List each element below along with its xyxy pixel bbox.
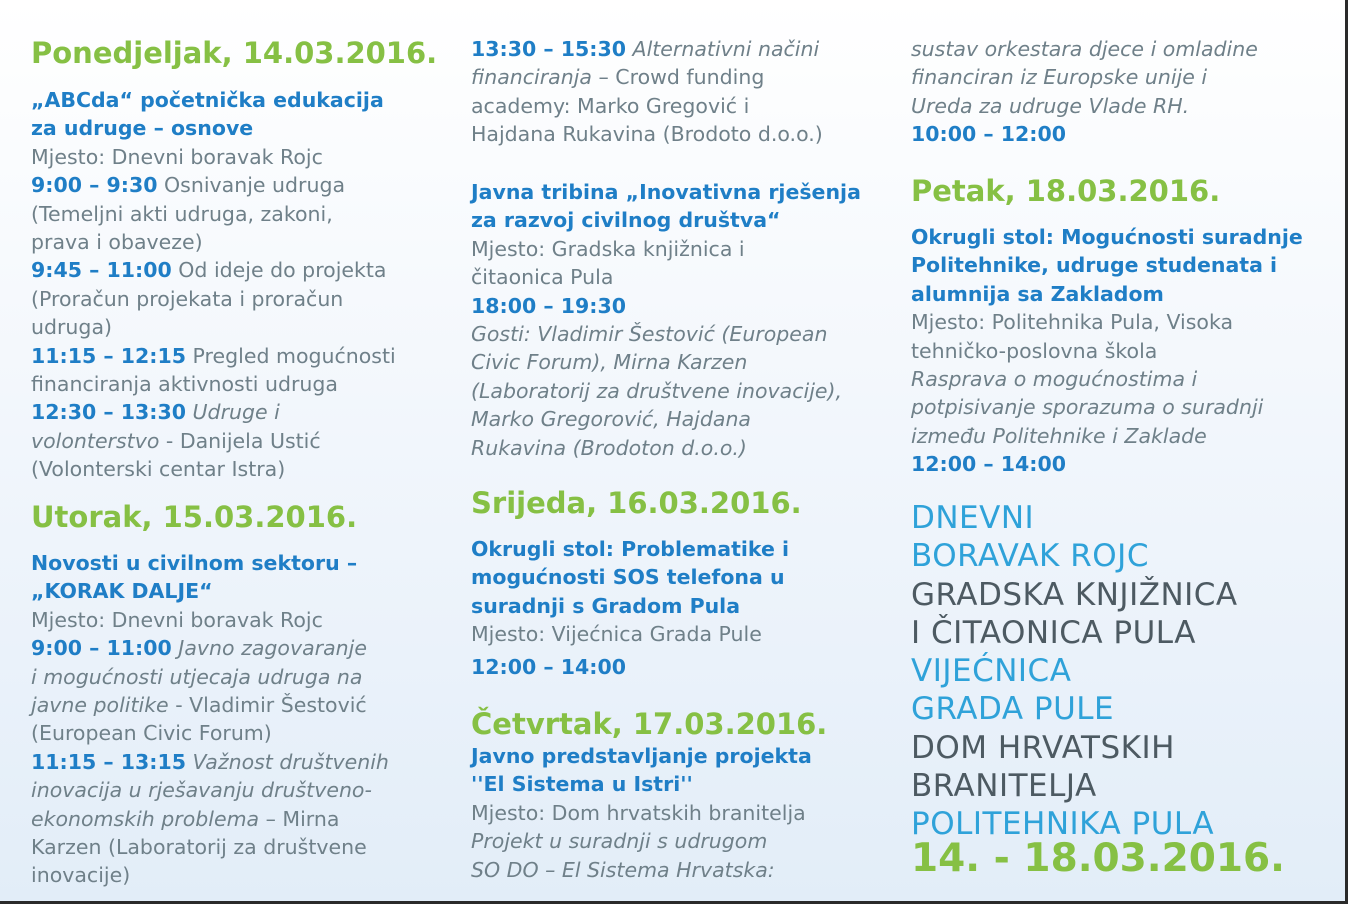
day-heading-monday: Ponedjeljak, 14.03.2016. (31, 36, 438, 70)
venue-line: DNEVNI (911, 500, 1035, 536)
day-heading-tuesday: Utorak, 15.03.2016. (31, 500, 358, 534)
session-detail: financiranja – Crowd funding (471, 65, 765, 90)
event-description: potpisivanje sporazuma o suradnji (911, 395, 1264, 420)
venue-line: BORAVAK ROJC (911, 538, 1149, 575)
event-place: čitaonica Pula (471, 265, 614, 290)
event-description: između Politehnike i Zaklade (911, 423, 1207, 448)
event-description: Rasprava o mogućnostima i (911, 367, 1198, 392)
session-time: 12:00 – 14:00 (911, 452, 1067, 477)
session-line: 9:00 – 11:00 Javno zagovaranje (31, 636, 367, 661)
event-title-line: alumnija sa Zakladom (911, 281, 1164, 306)
event-title-line: za razvoj civilnog društva“ (471, 208, 781, 233)
session-time: 12:30 – 13:30 (31, 400, 187, 425)
event-place: Mjesto: Dnevni boravak Rojc (31, 144, 323, 169)
event-place: Mjesto: Gradska knjižnica i (471, 236, 745, 261)
day-heading-thursday: Četvrtak, 17.03.2016. (471, 707, 828, 741)
session-line: 12:30 – 13:30 Udruge i (31, 400, 280, 425)
day-heading-wednesday: Srijeda, 16.03.2016. (471, 486, 802, 520)
session-detail: (Proračun projekata i proračun (31, 286, 344, 311)
session-time: 13:30 – 15:30 (471, 37, 627, 61)
session-line: 13:30 – 15:30 Alternativni načini (471, 37, 820, 61)
session-detail: i mogućnosti utjecaja udruga na (31, 664, 363, 689)
venue-line: POLITEHNIKA PULA (911, 806, 1215, 843)
day-heading-friday: Petak, 18.03.2016. (911, 174, 1221, 208)
guests-line: (Laboratorij za društvene inovacije), (471, 378, 843, 403)
event-el-sistema-cont (911, 35, 1258, 149)
event-description: Ureda za udruge Vlade RH. (911, 93, 1190, 118)
session-detail: Karzen (Laboratorij za društvene (31, 835, 367, 860)
event-abcda (31, 86, 396, 484)
event-description: Projekt u suradnji s udrugom (471, 829, 768, 854)
event-description: financiran iz Europske unije i (911, 65, 1208, 90)
venue-line: DOM HRVATSKIH (911, 729, 1175, 766)
session-line: 11:15 – 13:15 Važnost društvenih (31, 749, 389, 774)
event-place: Mjesto: Dnevni boravak Rojc (31, 607, 323, 632)
event-title-line: „KORAK DALJE“ (31, 579, 213, 604)
event-title-line: Javna tribina „Inovativna rješenja (471, 180, 861, 204)
venue-line: BRANITELJA (911, 768, 1097, 805)
event-description: SO DO – El Sistema Hrvatska: (471, 857, 775, 882)
session-detail: prava i obaveze) (31, 230, 203, 255)
session-time: 11:15 – 12:15 (31, 343, 187, 368)
event-place: Mjesto: Dom hrvatskih branitelja (471, 800, 806, 825)
session-time: 18:00 – 19:30 (471, 293, 627, 318)
event-title-line: Okrugli stol: Problematike i (471, 537, 790, 561)
event-title-line: Novosti u civilnom sektoru – (31, 551, 358, 575)
session-detail: udruga) (31, 315, 112, 340)
event-title-line: mogućnosti SOS telefona u (471, 565, 785, 590)
event-description: sustav orkestara djece i omladine (911, 37, 1258, 61)
session-detail: (Temeljni akti udruga, zakoni, (31, 201, 333, 226)
session-detail: ekonomskih problema – Mirna (31, 806, 340, 831)
venue-line: GRADSKA KNJIŽNICA (911, 576, 1238, 613)
venue-list (911, 499, 1238, 844)
venue-line: I ČITAONICA PULA (911, 614, 1196, 651)
session-detail: javne politike - Vladimir Šestović (31, 693, 367, 718)
session-detail: inovacije) (31, 863, 131, 888)
event-title-line: Javno predstavljanje projekta (471, 744, 812, 768)
session-time: 11:15 – 13:15 (31, 749, 187, 774)
event-title-line: Okrugli stol: Mogućnosti suradnje (911, 225, 1303, 249)
event-sos-telefon (471, 535, 789, 681)
session-line: 9:00 – 9:30 Osnivanje udruga (31, 173, 346, 198)
event-title-line: suradnji s Gradom Pula (471, 593, 741, 618)
guests-line: Marko Gregorović, Hajdana (471, 407, 751, 432)
event-title-line: ''El Sistema u Istri'' (471, 772, 693, 797)
session-detail: financiranja aktivnosti udruga (31, 372, 338, 397)
session-time: 9:45 – 11:00 (31, 258, 172, 283)
guests-line: Rukavina (Brodoton d.o.o.) (471, 435, 747, 460)
session-detail: academy: Marko Gregović i (471, 93, 750, 118)
session-detail: Hajdana Rukavina (Brodoto d.o.o.) (471, 122, 823, 147)
event-crowd-funding (471, 35, 823, 149)
event-title-line: „ABCda“ početnička edukacija (31, 88, 384, 112)
event-politehnika (911, 223, 1303, 479)
session-time: 10:00 – 12:00 (911, 122, 1067, 147)
session-line: 11:15 – 12:15 Pregled mogućnosti (31, 343, 396, 368)
event-place: Mjesto: Vijećnica Grada Pule (471, 622, 762, 647)
venue-line: GRADA PULE (911, 691, 1115, 728)
session-detail: (Volonterski centar Istra) (31, 457, 286, 482)
event-el-sistema (471, 742, 812, 884)
venue-line: VIJEĆNICA (911, 653, 1072, 690)
session-line: 9:45 – 11:00 Od ideje do projekta (31, 258, 387, 283)
event-place: Mjesto: Politehnika Pula, Visoka (911, 310, 1234, 335)
event-korak-dalje (31, 549, 389, 890)
event-javna-tribina (471, 178, 861, 462)
session-detail: volonterstvo - Danijela Ustić (31, 428, 321, 453)
session-time: 9:00 – 9:30 (31, 173, 158, 198)
event-place: tehničko-poslovna škola (911, 338, 1158, 363)
event-title-line: za udruge – osnove (31, 116, 254, 141)
event-dates: 14. - 18.03.2016. (911, 836, 1285, 881)
guests-line: Civic Forum), Mirna Karzen (471, 350, 748, 375)
session-time: 12:00 – 14:00 (471, 654, 627, 679)
session-detail: inovacija u rješavanju društveno- (31, 778, 372, 803)
guests-line: Gosti: Vladimir Šestović (European (471, 322, 828, 347)
session-time: 9:00 – 11:00 (31, 636, 172, 661)
event-title-line: Politehnike, udruge studenata i (911, 253, 1278, 278)
session-detail: (European Civic Forum) (31, 721, 272, 746)
